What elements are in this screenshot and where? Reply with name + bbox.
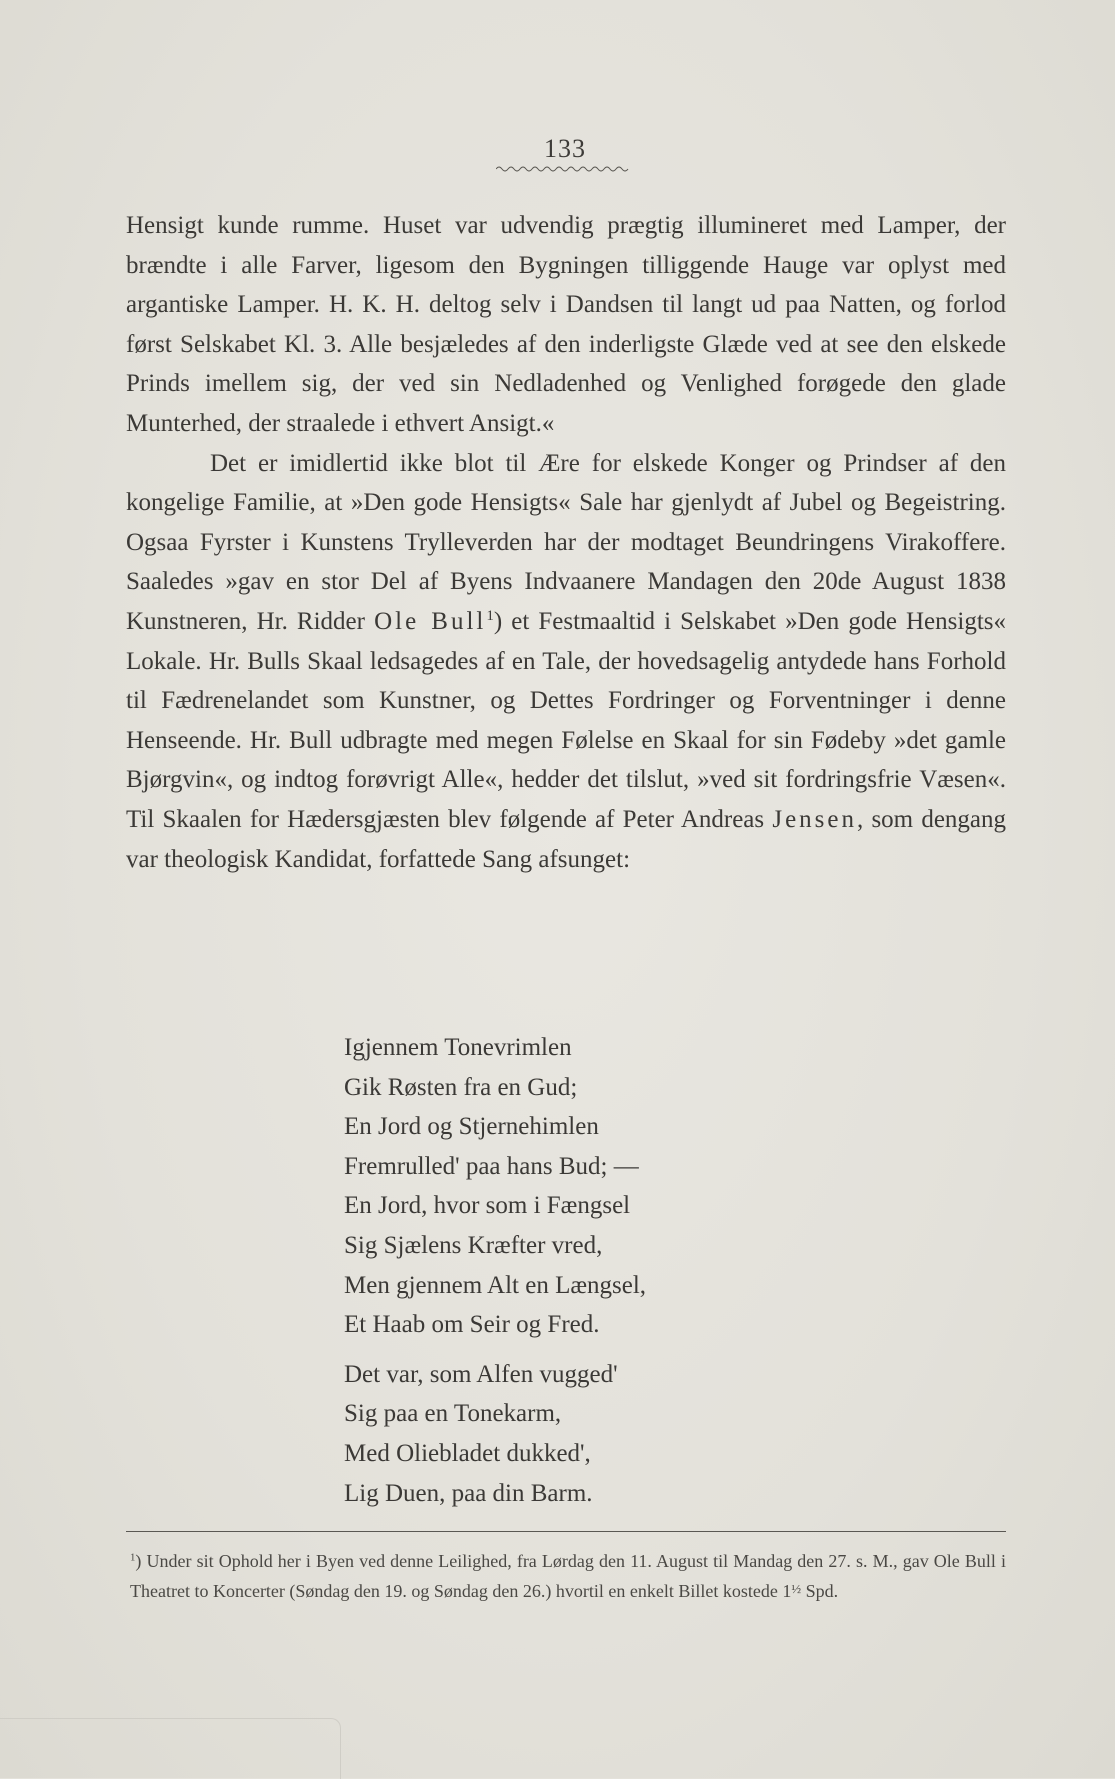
- page-number-ornament: [496, 164, 630, 174]
- poem-line: Lig Duen, paa din Barm.: [344, 1479, 593, 1507]
- footnote: [130, 1548, 1006, 1605]
- name-ole-bull: Ole Bull: [374, 607, 487, 635]
- footnote-text-b: Spd.: [801, 1580, 839, 1601]
- poem-stanza-2: [344, 1355, 646, 1513]
- footnote-divider: [126, 1531, 1006, 1532]
- paragraph-2: [126, 444, 1006, 880]
- footnote-mark: 1: [130, 1551, 136, 1564]
- scan-edge-mark: [0, 1718, 341, 1779]
- footnote-fraction: ½: [791, 1581, 802, 1596]
- poem-line: Gik Røsten fra en Gud;: [344, 1073, 578, 1101]
- poem: [344, 1028, 646, 1513]
- poem-line: Men gjennem Alt en Længsel,: [344, 1271, 647, 1299]
- paragraph-2-part-a: Det er imidlertid ikke blot til Ære for elskede Konger og Prindser af den kongelige Familie, at »Den gode Hensigts« Sale har gjenlydt af Jubel og Begeistring. Ogsaa Fyrster i Kunstens Trylleverden har der modtaget Beundringens Virakoffere. Saaledes »gav en stor Del af Byens Indvaanere Mandagen den 20de August 1838 Kunstneren, Hr. Ridder: [126, 449, 1006, 635]
- poem-line: Sig Sjælens Kræfter vred,: [344, 1231, 603, 1259]
- poem-stanza-1: [344, 1028, 646, 1345]
- footnote-reference: 1: [486, 607, 494, 624]
- footnote-text-a: ) Under sit Ophold her i Byen ved denne Leilighed, fra Lørdag den 11. August til Mandag den 27. s. M., gav Ole Bull i Theatret to Koncerter (Søndag den 19. og Søndag den 26.) hvortil en enkelt Billet kostede 1: [130, 1551, 1006, 1601]
- paragraph-2-part-b: ) et Festmaaltid i Selskabet »Den gode Hensigts« Lokale. Hr. Bulls Skaal ledsagedes af en Tale, der hovedsagelig antydede hans Forhold til Fædrenelandet som Kunstner, og Dettes Fordringer og Forventninger i denne Henseende. Hr. Bull udbragte med megen Følelse en Skaal for sin Fødeby »det gamle Bjørgvin«, og indtog forøvrigt Alle«, hedder det tilslut, »ved sit fordringsfrie Væsen«. Til Skaalen for Hædersgjæsten blev følgende af Peter Andreas: [126, 607, 1007, 833]
- name-jensen: Jensen: [772, 805, 857, 833]
- paragraph-1: Hensigt kunde rumme. Huset var udvendig prægtig illumineret med Lamper, der brændte i alle Farver, ligesom den Bygningen tilliggende Hauge var oplyst med argantiske Lamper. H. K. H. deltog selv i Dandsen til langt ud paa Natten, og forlod først Selskabet Kl. 3. Alle besjæledes af den inderligste Glæde ved at see den elskede Prinds imellem sig, der ved sin Nedladenhed og Venlighed forøgede den glade Munterhed, der straalede i ethvert Ansigt.«: [126, 212, 1006, 437]
- poem-line: En Jord og Stjernehimlen: [344, 1113, 599, 1141]
- poem-line: Sig paa en Tonekarm,: [344, 1400, 562, 1428]
- main-text: [126, 206, 1006, 879]
- paragraph-2-part-c: , som dengang var theologisk Kandidat, forfattede Sang afsunget:: [126, 805, 1007, 873]
- poem-line: Med Oliebladet dukked',: [344, 1439, 591, 1467]
- poem-line: Igjennem Tonevrimlen: [344, 1034, 572, 1061]
- poem-line: Fremrulled' paa hans Bud; —: [344, 1152, 639, 1180]
- poem-line: En Jord, hvor som i Fængsel: [344, 1192, 631, 1220]
- page-number: 133: [544, 134, 586, 163]
- poem-line: Et Haab om Seir og Fred.: [344, 1311, 600, 1339]
- poem-line: Det var, som Alfen vugged': [344, 1360, 618, 1388]
